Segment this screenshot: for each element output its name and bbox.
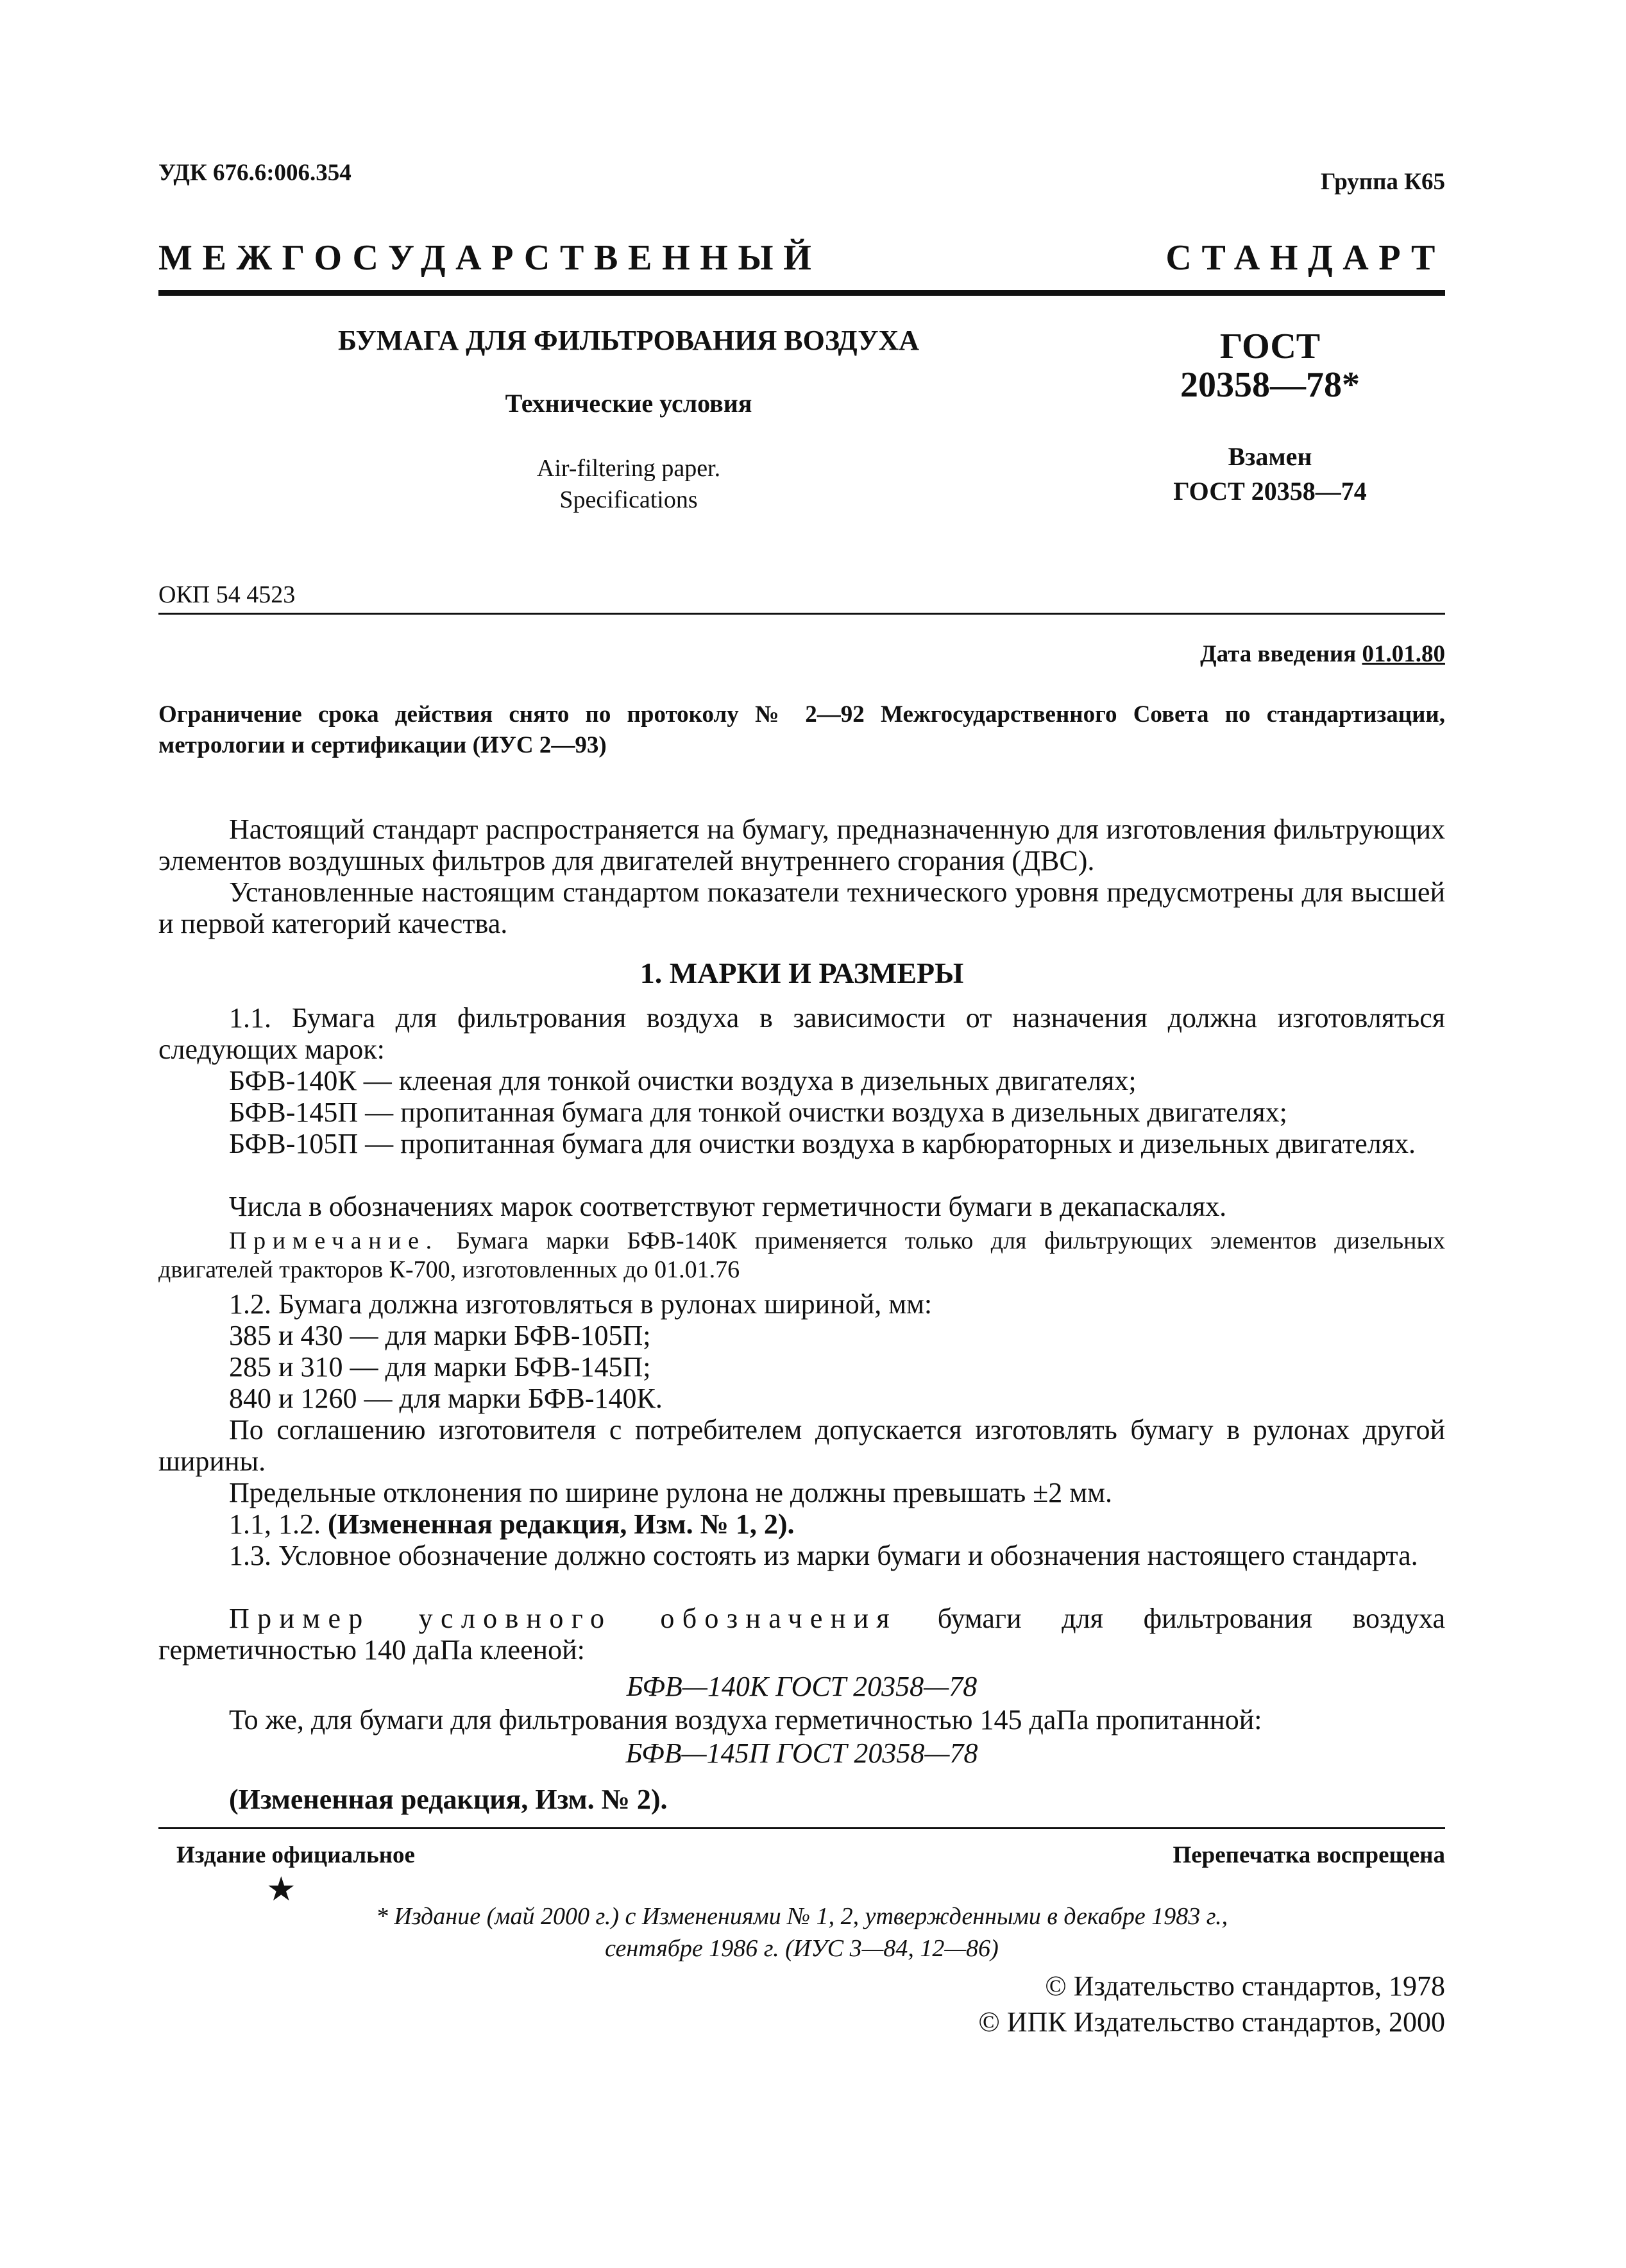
note-text: Бумага марки БФВ-140К применяется только для фильтрующих элементов дизельных двигателей тракторов К-700, изготовленных до 01.01.76 (158, 1227, 1445, 1283)
gost-label: ГОСТ (1219, 327, 1321, 366)
section-1-heading: 1. МАРКИ И РАЗМЕРЫ (639, 957, 964, 989)
okp-code: ОКП 54 4523 (158, 581, 296, 608)
grade-140k: БФВ-140К — клееная для тонкой очистки воздуха в дизельных двигателях; (229, 1065, 1137, 1096)
numbers-note: Числа в обозначениях марок соответствуют герметичности бумаги в декапаскалях. (229, 1191, 1227, 1222)
clause-1-2: 1.2. Бумага должна изготовляться в рулонах шириной, мм: (229, 1288, 933, 1320)
intro-paragraph-1: Настоящий стандарт распространяется на бумагу, предназначенную для изготовления фильтрующих элементов воздушных фильтров для двигателей внутреннего сгорания (ДВС). (158, 814, 1445, 876)
udk-code: УДК 676.6:006.354 (158, 160, 351, 186)
example-code-145p: БФВ—145П ГОСТ 20358—78 (625, 1737, 978, 1769)
intro-date-label: Дата введения (1200, 641, 1357, 667)
width-140k: 840 и 1260 — для марки БФВ-140К. (229, 1383, 663, 1414)
same-text: То же, для бумаги для фильтрования воздуха герметичностью 145 даПа пропитанной: (229, 1704, 1262, 1735)
agreement-text: По соглашению изготовителя с потребителем допускается изготовлять бумагу в рулонах другой ширины. (158, 1414, 1445, 1477)
note-label: Примечание. (229, 1227, 439, 1254)
header-rule (158, 290, 1445, 296)
footer-rule (158, 1827, 1445, 1829)
example-text: бумаги для фильтрования воздуха герметичностью 140 даПа клееной: (158, 1603, 1445, 1666)
banner-standard: СТАНДАРТ (1165, 238, 1445, 278)
intro-paragraph-2: Установленные настоящим стандартом показатели технического уровня предусмотрены для высшей и первой категорий качества. (158, 876, 1445, 939)
document-title: БУМАГА ДЛЯ ФИЛЬТРОВАНИЯ ВОЗДУХА (337, 325, 920, 356)
gost-number: 20358—78* (1180, 365, 1360, 405)
intro-date (1200, 640, 1445, 668)
example-label: Пример условного обозначения (229, 1603, 897, 1634)
document-subtitle: Технические условия (505, 389, 752, 418)
clause-1-1: 1.1. Бумага для фильтрования воздуха в зависимости от назначения должна изготовляться следующих марок: (158, 1002, 1445, 1065)
star-icon: ★ (266, 1872, 296, 1908)
intro-date-value: 01.01.80 (1362, 641, 1445, 667)
edition-note-line-2: сентябре 1986 г. (ИУС 3—84, 12—86) (605, 1935, 999, 1962)
replaces-label: Взамен (1228, 442, 1312, 471)
width-105p: 385 и 430 — для марки БФВ-105П; (229, 1320, 651, 1351)
clause-1-3: 1.3. Условное обозначение должно состоять из марки бумаги и обозначения настоящего стандарта. (229, 1540, 1418, 1571)
copyright-1978: © Издательство стандартов, 1978 (1045, 1970, 1445, 2002)
group-code: Группа К65 (1320, 169, 1445, 195)
okp-rule (158, 613, 1445, 615)
grade-105p: БФВ-105П — пропитанная бумага для очистки воздуха в карбюраторных и дизельных двигателях. (229, 1128, 1416, 1159)
grade-145p: БФВ-145П — пропитанная бумага для тонкой очистки воздуха в дизельных двигателях; (229, 1096, 1287, 1128)
example-code-140k: БФВ—140К ГОСТ 20358—78 (626, 1671, 978, 1702)
english-subtitle: Specifications (559, 486, 698, 513)
official-edition: Издание официальное (176, 1842, 415, 1868)
revision-note-1 (158, 1508, 1445, 1540)
limitation-notice: Ограничение срока действия снято по протоколу № 2—92 Межгосударственного Совета по стандартизации, метрологии и сертификации (ИУС 2—93) (158, 701, 1445, 758)
revision-note-2: (Измененная редакция, Изм. № 2). (229, 1784, 668, 1815)
reprint-notice: Перепечатка воспрещена (1173, 1842, 1445, 1868)
banner-interstate: МЕЖГОСУДАРСТВЕННЫЙ (158, 238, 822, 278)
revision-note-1-prefix: 1.1, 1.2. (229, 1508, 328, 1540)
replaces-number: ГОСТ 20358—74 (1173, 477, 1367, 506)
width-145p: 285 и 310 — для марки БФВ-145П; (229, 1351, 651, 1383)
english-title: Air-filtering paper. (536, 455, 721, 482)
standard-banner (158, 237, 1445, 278)
deviation-text: Предельные отклонения по ширине рулона не должны превышать ±2 мм. (229, 1477, 1112, 1508)
note (158, 1227, 1445, 1284)
edition-note-line-1: * Издание (май 2000 г.) с Изменениями № 1, 2, утвержденными в декабре 1983 г., (375, 1903, 1228, 1930)
copyright-2000: © ИПК Издательство стандартов, 2000 (978, 2006, 1445, 2038)
example-paragraph (158, 1603, 1445, 1666)
revision-note-1-text: (Измененная редакция, Изм. № 1, 2). (328, 1508, 795, 1540)
